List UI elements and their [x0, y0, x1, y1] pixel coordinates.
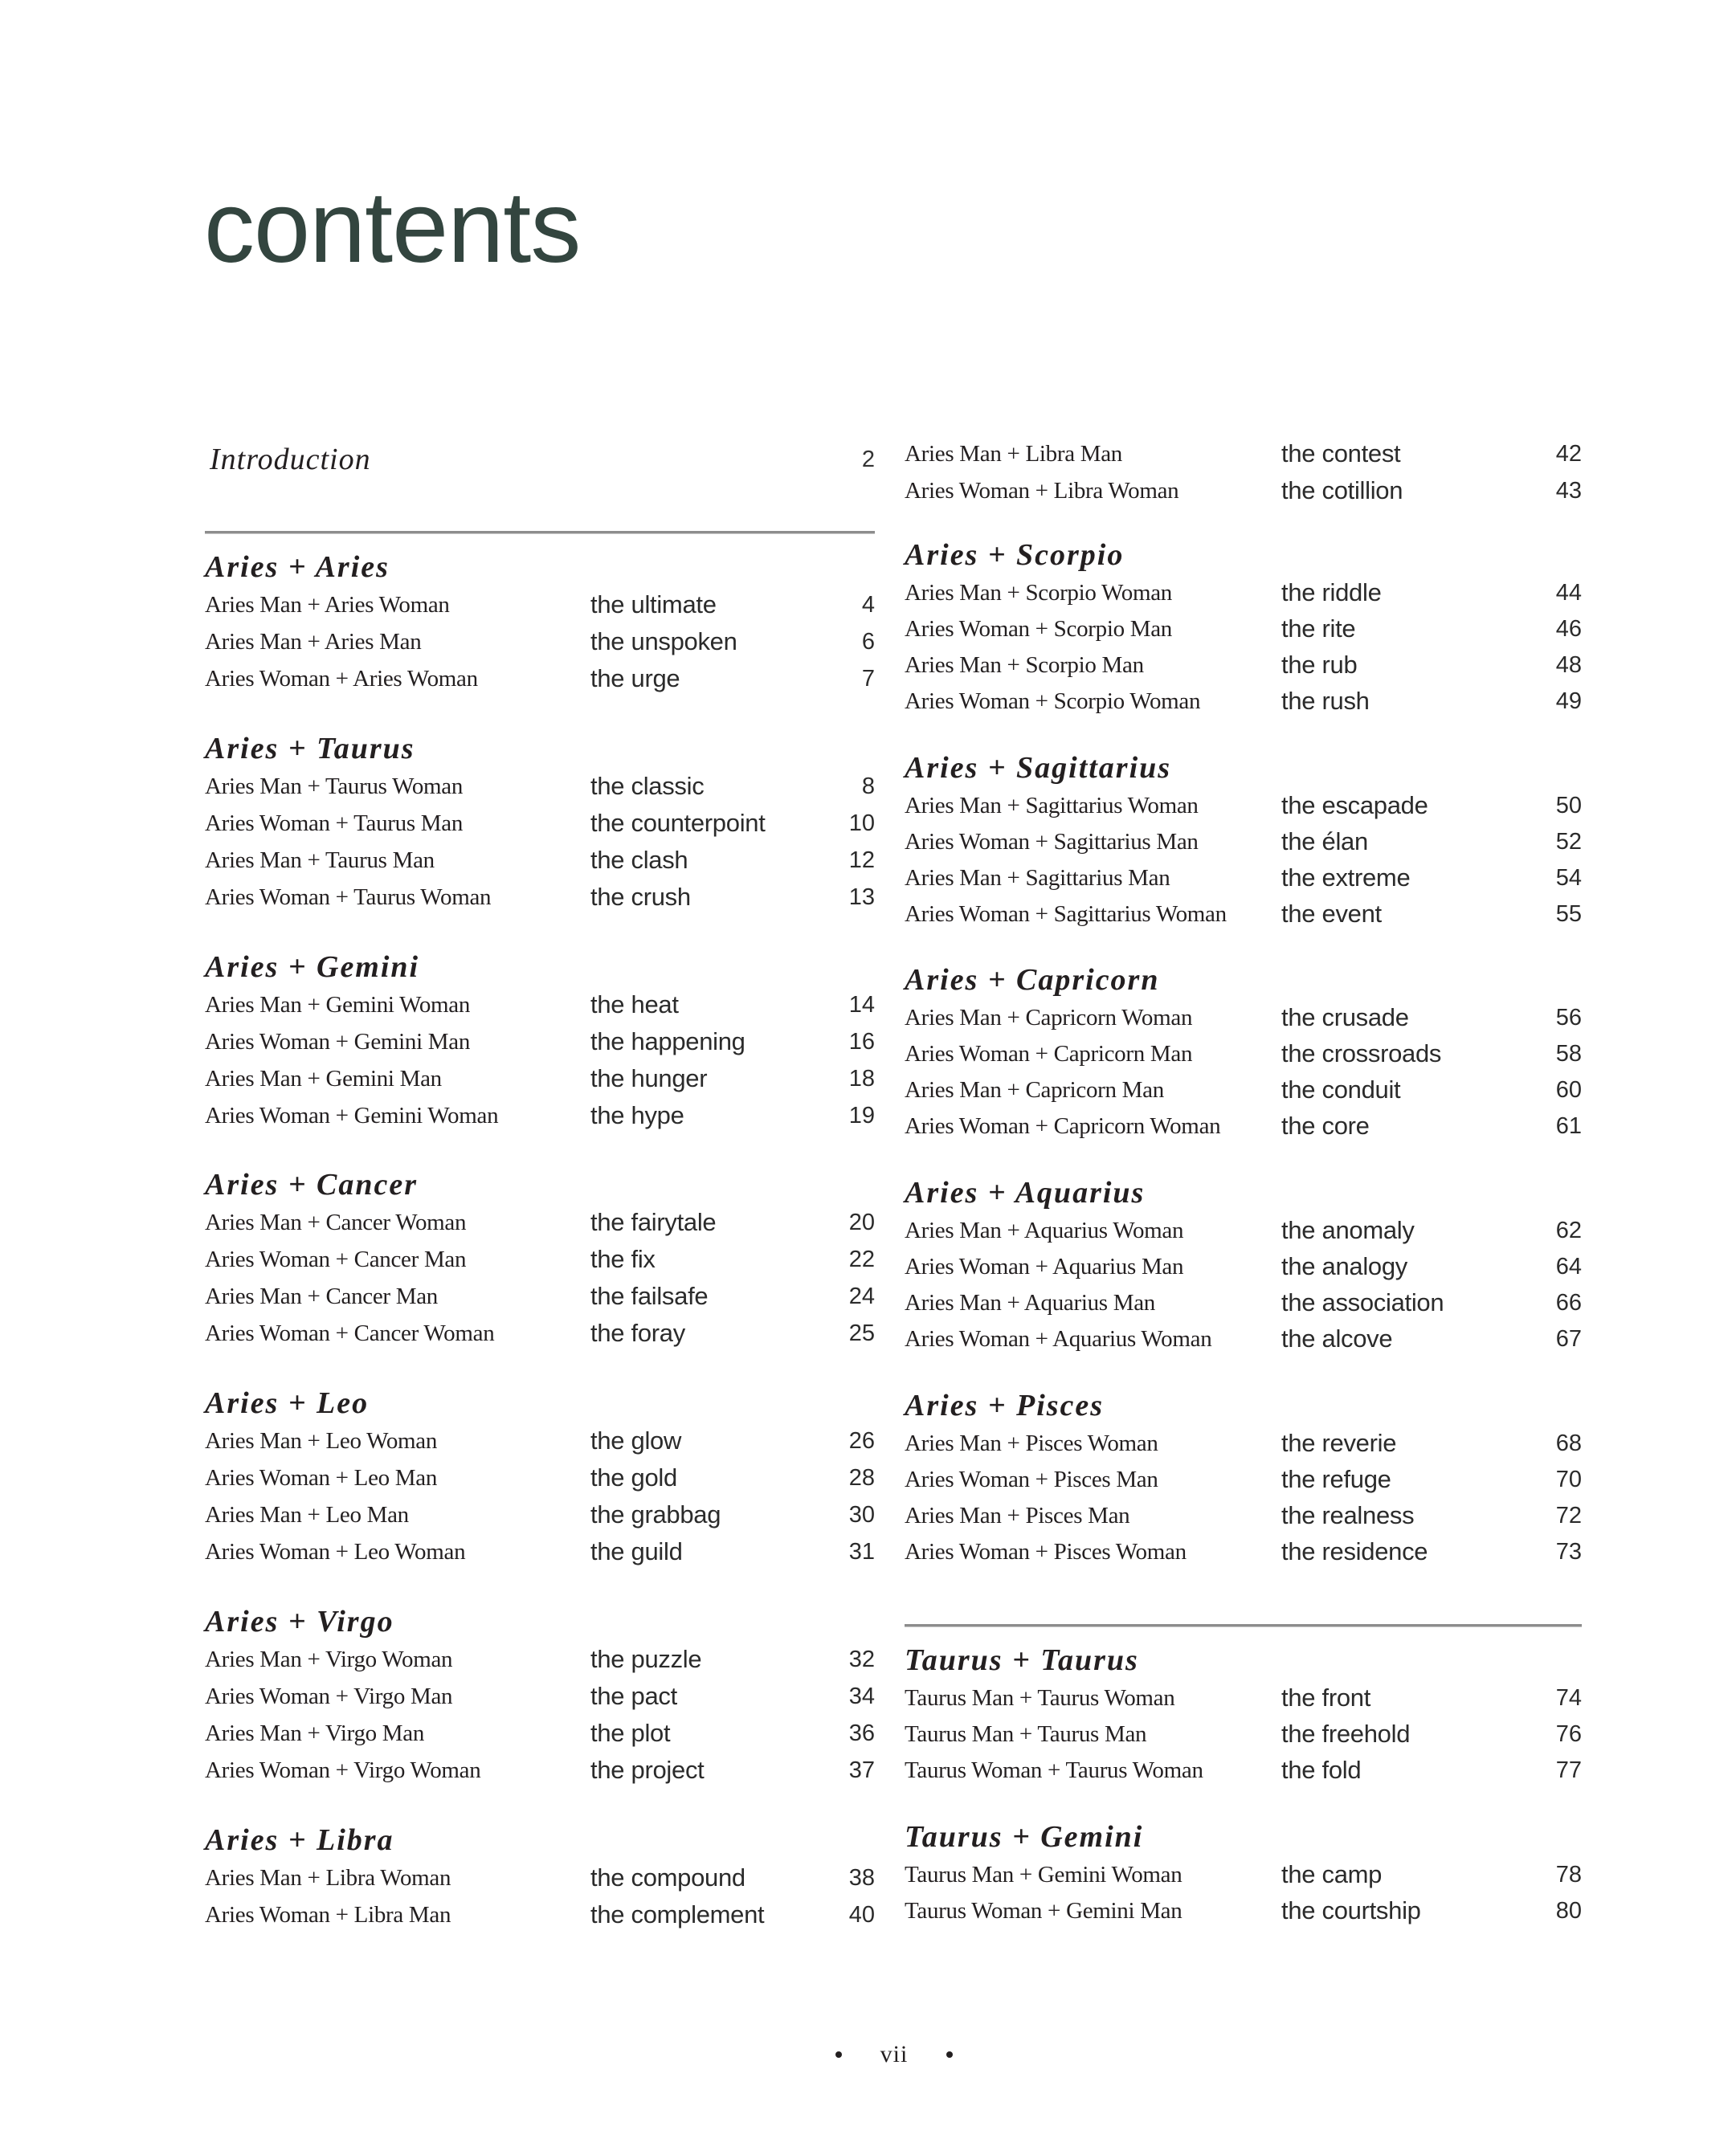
toc-entry[interactable]	[205, 768, 875, 805]
entry-pair: Aries Woman + Aquarius Man	[905, 1254, 1184, 1280]
page-number: 66	[1555, 1290, 1582, 1316]
entry-title: the realness	[1281, 1501, 1415, 1529]
entry-title: the freehold	[1281, 1720, 1411, 1748]
toc-entry[interactable]	[205, 842, 875, 879]
entry-pair: Aries Woman + Scorpio Man	[905, 616, 1172, 642]
entry-pair: Aries Man + Sagittarius Man	[905, 865, 1170, 891]
toc-entry[interactable]	[205, 1241, 875, 1278]
entry-pair: Aries Woman + Taurus Man	[205, 810, 464, 836]
page-number: 24	[848, 1284, 875, 1309]
toc-entry[interactable]	[205, 623, 875, 660]
section-heading: Aries + Virgo	[205, 1605, 394, 1639]
entry-title: the core	[1281, 1112, 1370, 1140]
toc-entry[interactable]	[905, 1071, 1582, 1108]
bullet-dot-icon	[946, 2051, 953, 2058]
entry-pair: Aries Woman + Pisces Man	[905, 1467, 1158, 1492]
page-number: 76	[1555, 1721, 1582, 1747]
page-number: 26	[848, 1428, 875, 1454]
entry-title: the happening	[590, 1027, 745, 1055]
page-number: 8	[861, 773, 875, 799]
page-number: 70	[1555, 1467, 1582, 1492]
entry-title: the crusade	[1281, 1003, 1409, 1031]
page-number: 80	[1555, 1898, 1582, 1924]
section-heading: Aries + Aquarius	[905, 1176, 1146, 1210]
page-number: 34	[848, 1684, 875, 1709]
entry-title: the courtship	[1281, 1896, 1421, 1924]
entry-title: the residence	[1281, 1537, 1428, 1565]
entry-title: the classic	[590, 772, 705, 800]
page-number: 37	[848, 1757, 875, 1783]
page-number: 20	[848, 1210, 875, 1235]
page-number: 14	[848, 992, 875, 1018]
section-heading: Aries + Leo	[205, 1386, 370, 1420]
page-number: 38	[848, 1865, 875, 1891]
entry-pair: Aries Man + Gemini Man	[205, 1066, 442, 1092]
toc-entry[interactable]	[905, 1425, 1582, 1462]
page-number: 30	[848, 1502, 875, 1528]
entry-title: the rite	[1281, 614, 1356, 643]
entry-title: the fix	[590, 1245, 656, 1273]
toc-entry[interactable]	[905, 472, 1582, 509]
page-number: 74	[1555, 1685, 1582, 1711]
page-number: 42	[1555, 441, 1582, 467]
entry-pair: Aries Man + Pisces Woman	[905, 1431, 1158, 1456]
section-heading: Aries + Libra	[205, 1823, 394, 1857]
entry-title: the puzzle	[590, 1645, 702, 1673]
toc-entry[interactable]	[905, 1108, 1582, 1145]
entry-pair: Aries Man + Leo Man	[205, 1502, 409, 1528]
toc-entry[interactable]	[905, 823, 1582, 860]
toc-entry[interactable]	[905, 1716, 1582, 1753]
entry-pair: Taurus Man + Taurus Man	[905, 1721, 1147, 1747]
entry-pair: Aries Woman + Capricorn Man	[905, 1041, 1193, 1067]
toc-entry[interactable]	[905, 859, 1582, 896]
entry-title: the pact	[590, 1682, 677, 1710]
entry-pair: Aries Man + Libra Man	[905, 441, 1122, 467]
entry-title: the analogy	[1281, 1252, 1407, 1280]
entry-title: the cotillion	[1281, 476, 1403, 504]
entry-title: the grabbag	[590, 1500, 721, 1528]
entry-pair: Aries Man + Pisces Man	[905, 1503, 1130, 1528]
toc-entry[interactable]	[905, 683, 1582, 720]
entry-pair: Taurus Man + Taurus Woman	[905, 1685, 1175, 1711]
entry-title: the glow	[590, 1426, 682, 1455]
toc-entry[interactable]	[905, 1248, 1582, 1285]
toc-entry[interactable]	[905, 610, 1582, 647]
section-heading: Aries + Capricorn	[905, 963, 1160, 997]
entry-pair: Aries Woman + Aquarius Woman	[905, 1326, 1212, 1352]
toc-entry-introduction[interactable]	[205, 439, 875, 480]
entry-title: the fairytale	[590, 1208, 717, 1236]
entry-title: the hype	[590, 1101, 684, 1129]
page-footer	[835, 2039, 953, 2071]
page-number: 52	[1555, 829, 1582, 855]
entry-title: the unspoken	[590, 627, 737, 655]
page-number: 67	[1555, 1326, 1582, 1352]
entry-pair: Aries Woman + Gemini Man	[205, 1029, 471, 1055]
entry-title: the front	[1281, 1684, 1371, 1712]
toc-entry[interactable]	[905, 1461, 1582, 1498]
page-number: 49	[1555, 688, 1582, 714]
toc-entry[interactable]	[205, 1023, 875, 1060]
entry-title: the rush	[1281, 687, 1370, 715]
entry-title: the gold	[590, 1463, 677, 1492]
page-number: 44	[1555, 580, 1582, 606]
entry-pair: Aries Man + Aries Woman	[205, 592, 450, 618]
toc-entry[interactable]	[205, 1715, 875, 1752]
section-heading: Aries + Sagittarius	[905, 751, 1172, 785]
page-title: contents	[204, 170, 581, 284]
entry-title: the conduit	[1281, 1075, 1401, 1104]
entry-title: the project	[590, 1756, 705, 1784]
entry-title: the refuge	[1281, 1465, 1391, 1493]
entry-title: the alcove	[1281, 1324, 1393, 1353]
entry-pair: Aries Woman + Capricorn Woman	[905, 1113, 1221, 1139]
page-number: 13	[848, 884, 875, 910]
entry-pair: Aries Man + Taurus Woman	[205, 773, 464, 799]
page-number: 2	[861, 447, 875, 472]
entry-title: the urge	[590, 664, 680, 692]
toc-entry[interactable]	[905, 435, 1582, 472]
page-number: 68	[1555, 1431, 1582, 1456]
toc-entry[interactable]	[905, 1284, 1582, 1321]
page-number: 31	[848, 1539, 875, 1565]
entry-title: the guild	[590, 1537, 683, 1565]
entry-pair: Aries Woman + Pisces Woman	[905, 1539, 1187, 1565]
toc-entry[interactable]	[205, 1896, 875, 1933]
page-number: 6	[861, 629, 875, 655]
entry-title: the fold	[1281, 1756, 1362, 1784]
toc-entry[interactable]	[905, 1892, 1582, 1929]
entry-label: Introduction	[210, 443, 371, 476]
entry-pair: Taurus Woman + Gemini Man	[905, 1898, 1183, 1924]
page-number: 18	[848, 1066, 875, 1092]
entry-pair: Aries Woman + Libra Woman	[905, 478, 1179, 504]
entry-pair: Aries Man + Cancer Woman	[205, 1210, 467, 1235]
page-number: 10	[848, 810, 875, 836]
toc-entry[interactable]	[205, 1752, 875, 1789]
page-number: 78	[1555, 1862, 1582, 1888]
page-number: 77	[1555, 1757, 1582, 1783]
page-number: 73	[1555, 1539, 1582, 1565]
entry-pair: Aries Woman + Sagittarius Woman	[905, 901, 1227, 927]
toc-entry[interactable]	[205, 1641, 875, 1678]
toc-entry[interactable]	[205, 986, 875, 1023]
toc-entry[interactable]	[905, 1497, 1582, 1534]
entry-pair: Aries Woman + Gemini Woman	[205, 1103, 499, 1129]
toc-entry[interactable]	[905, 1752, 1582, 1789]
toc-entry[interactable]	[205, 1060, 875, 1097]
toc-entry[interactable]	[205, 660, 875, 697]
toc-entry[interactable]	[905, 1856, 1582, 1893]
page-number: 58	[1555, 1041, 1582, 1067]
toc-entry[interactable]	[205, 805, 875, 842]
toc-entry[interactable]	[205, 1859, 875, 1896]
entry-pair: Aries Woman + Sagittarius Man	[905, 829, 1199, 855]
page-number: 7	[861, 666, 875, 692]
entry-title: the riddle	[1281, 578, 1382, 606]
toc-entry[interactable]	[905, 1680, 1582, 1716]
entry-pair: Aries Man + Capricorn Woman	[905, 1005, 1193, 1031]
entry-title: the rub	[1281, 651, 1358, 679]
page-number: 43	[1555, 478, 1582, 504]
entry-pair: Aries Man + Sagittarius Woman	[905, 793, 1199, 818]
toc-entry[interactable]	[905, 574, 1582, 611]
entry-pair: Aries Man + Aquarius Woman	[905, 1218, 1184, 1243]
entry-pair: Aries Woman + Leo Man	[205, 1465, 438, 1491]
entry-pair: Aries Woman + Taurus Woman	[205, 884, 492, 910]
entry-pair: Aries Woman + Cancer Woman	[205, 1320, 495, 1346]
page-number: 4	[861, 592, 875, 618]
entry-pair: Aries Man + Gemini Woman	[205, 992, 471, 1018]
entry-title: the hunger	[590, 1064, 708, 1092]
page-number: 40	[848, 1902, 875, 1928]
entry-pair: Aries Woman + Scorpio Woman	[905, 688, 1201, 714]
page-number: 48	[1555, 652, 1582, 678]
entry-pair: Aries Man + Cancer Man	[205, 1284, 438, 1309]
entry-title: the failsafe	[590, 1282, 709, 1310]
page-number: 12	[848, 847, 875, 873]
entry-pair: Aries Man + Libra Woman	[205, 1865, 451, 1891]
page-number: 55	[1555, 901, 1582, 927]
page-number: 19	[848, 1103, 875, 1129]
toc-entry[interactable]	[905, 1212, 1582, 1249]
toc-entry[interactable]	[205, 1204, 875, 1241]
entry-pair: Aries Man + Scorpio Woman	[905, 580, 1172, 606]
section-divider	[905, 1624, 1582, 1627]
page-number: 54	[1555, 865, 1582, 891]
page-number: 61	[1555, 1113, 1582, 1139]
page-number: 36	[848, 1720, 875, 1746]
entry-title: the contest	[1281, 439, 1401, 467]
page-number: 50	[1555, 793, 1582, 818]
page-number: 22	[848, 1247, 875, 1272]
entry-title: the compound	[590, 1863, 745, 1892]
section-heading: Aries + Pisces	[905, 1389, 1105, 1422]
section-heading: Taurus + Taurus	[905, 1643, 1139, 1677]
entry-pair: Aries Woman + Aries Woman	[205, 666, 478, 692]
toc-entry[interactable]	[205, 879, 875, 916]
entry-pair: Aries Man + Virgo Woman	[205, 1647, 453, 1672]
page-number: 25	[848, 1320, 875, 1346]
page-folio: vii	[880, 2041, 909, 2067]
entry-title: the event	[1281, 900, 1382, 928]
entry-pair: Aries Woman + Virgo Woman	[205, 1757, 481, 1783]
entry-pair: Aries Woman + Libra Man	[205, 1902, 451, 1928]
entry-pair: Aries Man + Leo Woman	[205, 1428, 438, 1454]
entry-pair: Aries Man + Aquarius Man	[905, 1290, 1155, 1316]
toc-entry[interactable]	[905, 647, 1582, 684]
section-divider	[205, 531, 875, 534]
entry-pair: Aries Man + Taurus Man	[205, 847, 435, 873]
page-number: 60	[1555, 1077, 1582, 1103]
entry-pair: Aries Man + Aries Man	[205, 629, 422, 655]
toc-entry[interactable]	[205, 1678, 875, 1715]
page-number: 46	[1555, 616, 1582, 642]
section-heading: Aries + Taurus	[205, 732, 415, 765]
toc-entry[interactable]	[905, 1035, 1582, 1072]
page-number: 16	[848, 1029, 875, 1055]
entry-pair: Aries Man + Capricorn Man	[905, 1077, 1164, 1103]
entry-title: the heat	[590, 990, 679, 1018]
entry-pair: Aries Woman + Virgo Man	[205, 1684, 453, 1709]
entry-pair: Taurus Man + Gemini Woman	[905, 1862, 1183, 1888]
entry-pair: Aries Woman + Leo Woman	[205, 1539, 466, 1565]
toc-entry[interactable]	[905, 1533, 1582, 1570]
page-number: 64	[1555, 1254, 1582, 1280]
entry-title: the counterpoint	[590, 809, 766, 837]
entry-title: the crossroads	[1281, 1039, 1442, 1067]
entry-title: the extreme	[1281, 863, 1411, 892]
section-heading: Aries + Scorpio	[905, 538, 1125, 572]
toc-entry[interactable]	[205, 1315, 875, 1352]
toc-entry[interactable]	[205, 1278, 875, 1315]
toc-entry[interactable]	[205, 1533, 875, 1570]
entry-title: the complement	[590, 1900, 765, 1928]
toc-entry[interactable]	[905, 896, 1582, 933]
entry-title: the escapade	[1281, 791, 1428, 819]
entry-title: the élan	[1281, 827, 1368, 855]
bullet-dot-icon	[835, 2051, 842, 2058]
page-number: 28	[848, 1465, 875, 1491]
page-number: 56	[1555, 1005, 1582, 1031]
page-number: 32	[848, 1647, 875, 1672]
entry-pair: Aries Woman + Cancer Man	[205, 1247, 467, 1272]
page-number: 62	[1555, 1218, 1582, 1243]
entry-title: the clash	[590, 846, 688, 874]
entry-pair: Aries Man + Scorpio Man	[905, 652, 1144, 678]
toc-entry[interactable]	[205, 1459, 875, 1496]
entry-title: the plot	[590, 1719, 671, 1747]
entry-pair: Aries Man + Virgo Man	[205, 1720, 425, 1746]
entry-pair: Taurus Woman + Taurus Woman	[905, 1757, 1203, 1783]
toc-entry[interactable]	[205, 1097, 875, 1134]
section-heading: Aries + Cancer	[205, 1168, 418, 1202]
toc-entry[interactable]	[905, 999, 1582, 1036]
section-heading: Taurus + Gemini	[905, 1820, 1144, 1854]
section-heading: Aries + Gemini	[205, 950, 420, 984]
section-heading: Aries + Aries	[205, 550, 390, 584]
entry-title: the crush	[590, 883, 691, 911]
toc-entry[interactable]	[205, 1496, 875, 1533]
entry-title: the reverie	[1281, 1429, 1397, 1457]
entry-title: the foray	[590, 1319, 685, 1347]
toc-entry[interactable]	[905, 1320, 1582, 1357]
entry-title: the anomaly	[1281, 1216, 1415, 1244]
entry-title: the association	[1281, 1288, 1444, 1316]
entry-title: the ultimate	[590, 590, 717, 618]
entry-title: the camp	[1281, 1860, 1383, 1888]
toc-entry[interactable]	[205, 1422, 875, 1459]
page-number: 72	[1555, 1503, 1582, 1528]
toc-entry[interactable]	[905, 787, 1582, 824]
toc-entry[interactable]	[205, 586, 875, 623]
